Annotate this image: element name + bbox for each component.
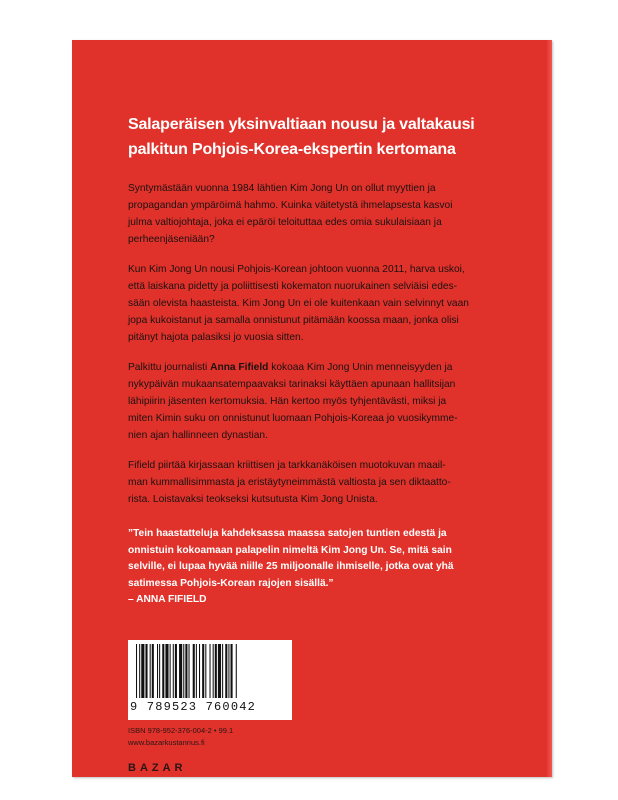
text-line: Kun Kim Jong Un nousi Pohjois-Korean johtoon vuonna 2011, harva uskoi,: [128, 264, 465, 275]
headline-line: Salaperäisen yksinvaltiaan nousu ja valtakausi: [128, 116, 475, 133]
barcode-bar: [218, 644, 221, 698]
barcode-bar: [159, 644, 160, 698]
text-line: perheenjäseniään?: [128, 234, 215, 245]
barcode-bar: [215, 644, 217, 698]
quote-line: onnistuin kokoamaan palapelin nimeltä Kim Jong Un. Se, mitä sain: [128, 544, 452, 556]
text-line: nien ajan hallinneen dynastian.: [128, 430, 268, 441]
barcode-bar: [175, 644, 177, 698]
text-line: lähipiirin jäsenten kertomuksia. Hän kertoo myös tyhjentävästi, miksi ja: [128, 396, 447, 407]
paragraph-4: [128, 457, 513, 508]
quote-line: satimessa Pohjois-Korean rajojen sisällä.”: [128, 577, 334, 589]
text-line: jopa kukoistanut ja samalla onnistunut pitämään koossa maan, jonka olisi: [128, 315, 459, 326]
text-fragment: Palkittu journalisti: [128, 362, 211, 373]
barcode-bar: [193, 644, 195, 698]
text-line: että laiskana pidetty ja poliittisesti kokematon nuorukainen selviäisi edes-: [128, 281, 458, 292]
barcode-bar: [205, 644, 206, 698]
publisher-url: www.bazarkustannus.fi: [128, 738, 205, 747]
book-back-cover: [72, 40, 552, 777]
quote-line: selville, ei lupaa hyvää niille 25 miljoonalle ihmiselle, jotka ovat yhä: [128, 561, 454, 572]
publisher-logo: BAZAR: [128, 762, 187, 774]
text-line: rista. Loistavaksi teokseksi kutsutusta Kim Jong Unista.: [128, 494, 378, 505]
barcode-bar: [222, 644, 223, 698]
paragraph-2: [128, 261, 513, 346]
headline-line: palkitun Pohjois-Korea-ekspertin kertomana: [128, 141, 456, 158]
barcode-bar: [170, 644, 171, 698]
text-line: Fifield piirtää kirjassaan kriittisen ja tarkkanäköisen muotokuvan maail-: [128, 460, 446, 471]
barcode-bar: [231, 644, 233, 698]
barcode-bar: [145, 644, 147, 698]
barcode-bar: [179, 644, 182, 698]
text-line: man kummallisimmasta ja eristäytyneimmästä valtiosta ja sen diktaatto-: [128, 477, 451, 488]
barcode-bar: [165, 644, 168, 698]
blurb-body: [128, 180, 513, 521]
barcode-bar: [136, 644, 137, 698]
barcode-bar: [199, 644, 200, 698]
barcode-bar: [196, 644, 197, 698]
barcode-bars: [134, 644, 286, 700]
text-line: miten Kimin suku on onnistunut luomaan Pohjois-Koreaa jo vuosikymme-: [128, 413, 458, 424]
paragraph-1: [128, 180, 513, 248]
barcode-digits: 9 789523 760042: [130, 700, 257, 714]
text-line: nykypäivän mukaansatempaavaksi tarinaksi käyttäen apunaan hallitsijan: [128, 379, 456, 390]
barcode: [128, 640, 292, 720]
text-line: [128, 359, 513, 376]
text-line: propagandan ympäröimä hahmo. Kuinka väitetystä ihmelapsesta kasvoi: [128, 200, 453, 211]
barcode-bar: [210, 644, 211, 698]
headline: [128, 112, 508, 162]
paragraph-3: [128, 359, 513, 444]
barcode-bar: [236, 644, 237, 698]
quote-line: ”Tein haastatteluja kahdeksassa maassa satojen tuntien edestä ja: [128, 528, 447, 539]
barcode-bar: [213, 644, 214, 698]
text-line: sään olevista haasteista. Kim Jong Un ei ole kuitenkaan vain selvinnyt vaan: [128, 298, 469, 309]
barcode-bar: [162, 644, 164, 698]
text-line: pitänyt hajota palasiksi jo vuosia sitten.: [128, 332, 304, 343]
cover-edge: [546, 40, 552, 777]
isbn: ISBN 978-952-376-004-2 • 99.1: [128, 726, 234, 735]
text-line: Syntymästään vuonna 1984 lähtien Kim Jong Un on ollut myyttien ja: [128, 183, 436, 194]
barcode-bar: [228, 644, 229, 698]
barcode-bar: [139, 644, 140, 698]
text-line: julma valtiojohtaja, joka ei epäröi teloituttaa edes omia sukulaisiaan ja: [128, 217, 442, 228]
barcode-bar: [173, 644, 174, 698]
barcode-bar: [189, 644, 190, 698]
barcode-bar: [157, 644, 158, 698]
author-name: Anna Fifield: [210, 362, 269, 373]
quote-attribution: – ANNA FIFIELD: [128, 594, 207, 605]
barcode-bar: [183, 644, 184, 698]
barcode-bar: [225, 644, 227, 698]
barcode-bar: [185, 644, 187, 698]
barcode-bar: [152, 644, 154, 698]
author-quote: [128, 526, 513, 609]
barcode-bar: [202, 644, 204, 698]
barcode-bar: [141, 644, 144, 698]
text-fragment: kokoaa Kim Jong Unin menneisyyden ja: [268, 362, 453, 373]
barcode-bar: [150, 644, 151, 698]
